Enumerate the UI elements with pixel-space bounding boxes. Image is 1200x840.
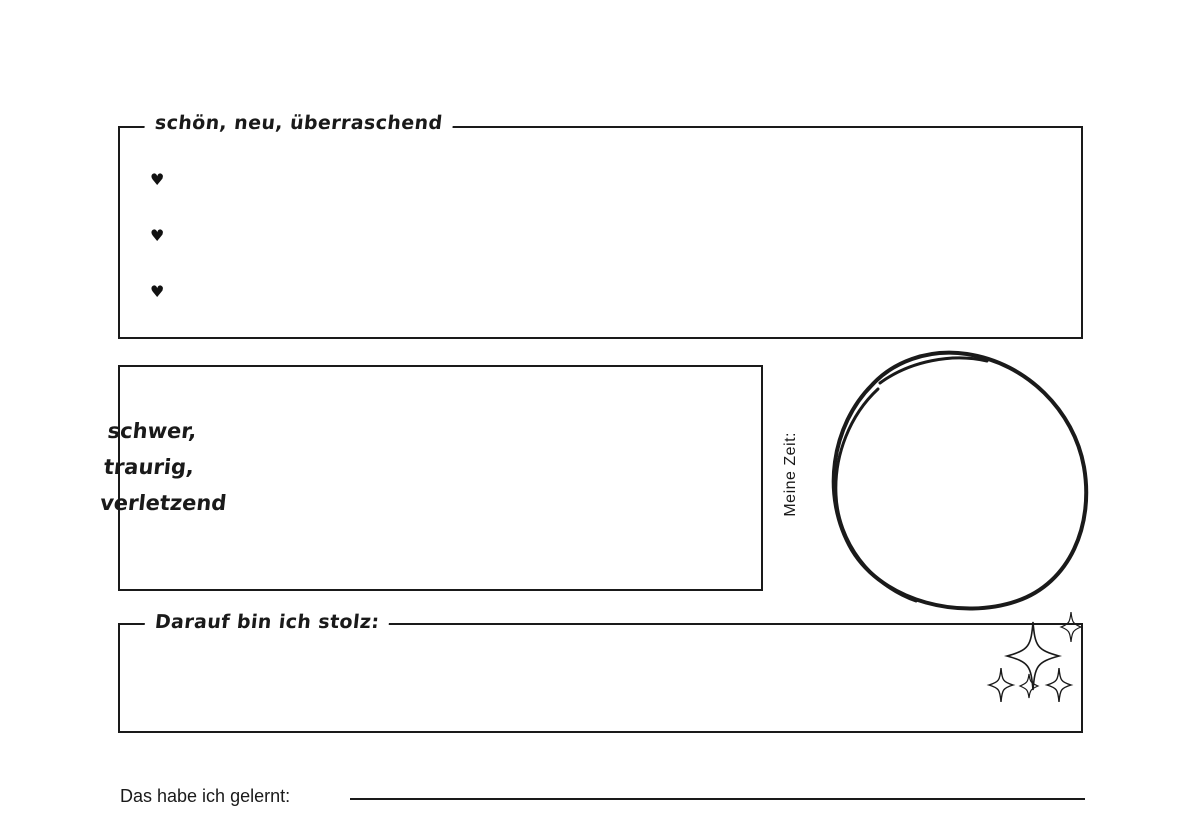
negative-section-label — [98, 413, 236, 521]
list-item[interactable] — [150, 172, 350, 188]
proud-section-title: Darauf bin ich stolz: — [144, 611, 391, 633]
negative-label-line-2: traurig, — [102, 455, 196, 479]
footer-write-line[interactable] — [350, 798, 1085, 800]
positive-section-title: schön, neu, überraschend — [144, 112, 454, 134]
proud-section-box[interactable] — [118, 623, 1083, 733]
list-item[interactable] — [150, 284, 350, 300]
heart-icon: ♥ — [150, 226, 165, 245]
footer-row — [120, 786, 1085, 807]
time-section-label: Meine Zeit: — [782, 432, 799, 517]
positive-bullet-list — [150, 172, 350, 340]
footer-label: Das habe ich gelernt: — [120, 786, 291, 806]
negative-label-line-1: schwer, — [106, 419, 198, 443]
heart-icon: ♥ — [150, 282, 165, 301]
sparkles-icon — [975, 612, 1085, 702]
heart-icon: ♥ — [150, 170, 165, 189]
hand-drawn-circle-icon[interactable] — [812, 345, 1097, 620]
list-item[interactable] — [150, 228, 350, 244]
negative-label-line-3: verletzend — [98, 491, 228, 515]
